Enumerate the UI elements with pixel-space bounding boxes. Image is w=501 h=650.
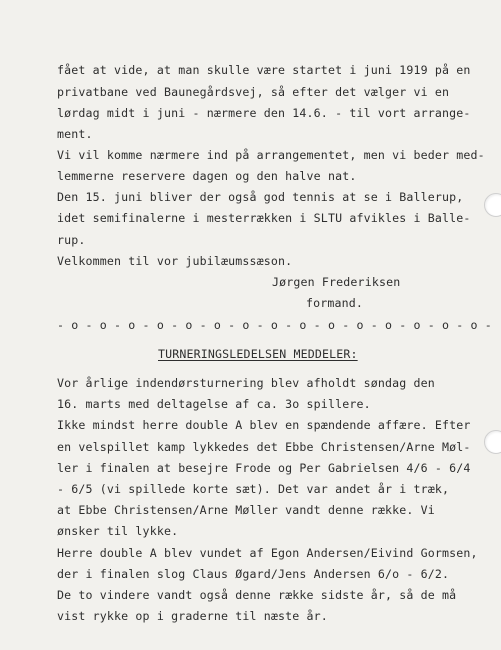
punch-hole-bottom	[484, 430, 501, 454]
paragraph-4-line-9: Herre double A blev vundet af Egon Andersen/Eivind Gormsen,	[57, 546, 478, 560]
section-heading: TURNERINGSLEDELSEN MEDDELER:	[158, 347, 358, 361]
paragraph-1-line-2: privatbane ved Baunegårdsvej, så efter det vælger vi en	[57, 85, 450, 99]
paragraph-4-line-8: ønsker til lykke.	[57, 524, 179, 538]
paragraph-3-line-3: rup.	[57, 233, 86, 247]
punch-hole-top	[484, 193, 501, 217]
signature-name: Jørgen Frederiksen	[272, 275, 401, 289]
paragraph-1-line-3: lørdag midt i juni - nærmere den 14.6. - til vort arrange-	[57, 106, 471, 120]
welcome-line: Velkommen til vor jubilæumssæson.	[57, 254, 293, 268]
paragraph-1-line-1: fået at vide, at man skulle være startet i juni 1919 på en	[57, 63, 471, 77]
paragraph-1-line-4: ment.	[57, 127, 93, 141]
paragraph-2-line-1: Vi vil komme nærmere ind på arrangementet, men vi beder med-	[57, 148, 485, 162]
paragraph-4-line-4: en velspillet kamp lykkedes det Ebbe Christensen/Arne Møl-	[57, 440, 471, 454]
paragraph-4-line-5: ler i finalen at besejre Frode og Per Gabrielsen 4/6 - 6/4	[57, 461, 471, 475]
paragraph-3-line-1: Den 15. juni bliver der også god tennis at se i Ballerup,	[57, 190, 464, 204]
signature-title: formand.	[306, 296, 364, 310]
paragraph-4-line-12: vist rykke op i graderne til næste år.	[57, 609, 328, 623]
paragraph-3-line-2: idet semifinalerne i mesterrækken i SLTU afvikles i Balle-	[57, 211, 471, 225]
paragraph-4-line-1: Vor årlige indendørsturnering blev afholdt søndag den	[57, 376, 435, 390]
paragraph-4-line-6: - 6/5 (vi spillede korte sæt). Det var andet år i træk,	[57, 482, 450, 496]
paragraph-4-line-2: 16. marts med deltagelse af ca. 3o spillere.	[57, 397, 371, 411]
paragraph-2-line-2: lemmerne reservere dagen og den halve nat.	[57, 169, 357, 183]
paragraph-4-line-3: Ikke mindst herre double A blev en spændende affære. Efter	[57, 418, 471, 432]
paragraph-4-line-10: der i finalen slog Claus Øgard/Jens Andersen 6/o - 6/2.	[57, 567, 450, 581]
separator-line: - o - o - o - o - o - o - o - o - o - o - o - o - o - o - o -	[57, 318, 492, 332]
paragraph-4-line-7: at Ebbe Christensen/Arne Møller vandt denne række. Vi	[57, 503, 435, 517]
paragraph-4-line-11: De to vindere vandt også denne række sidste år, så de må	[57, 588, 457, 602]
